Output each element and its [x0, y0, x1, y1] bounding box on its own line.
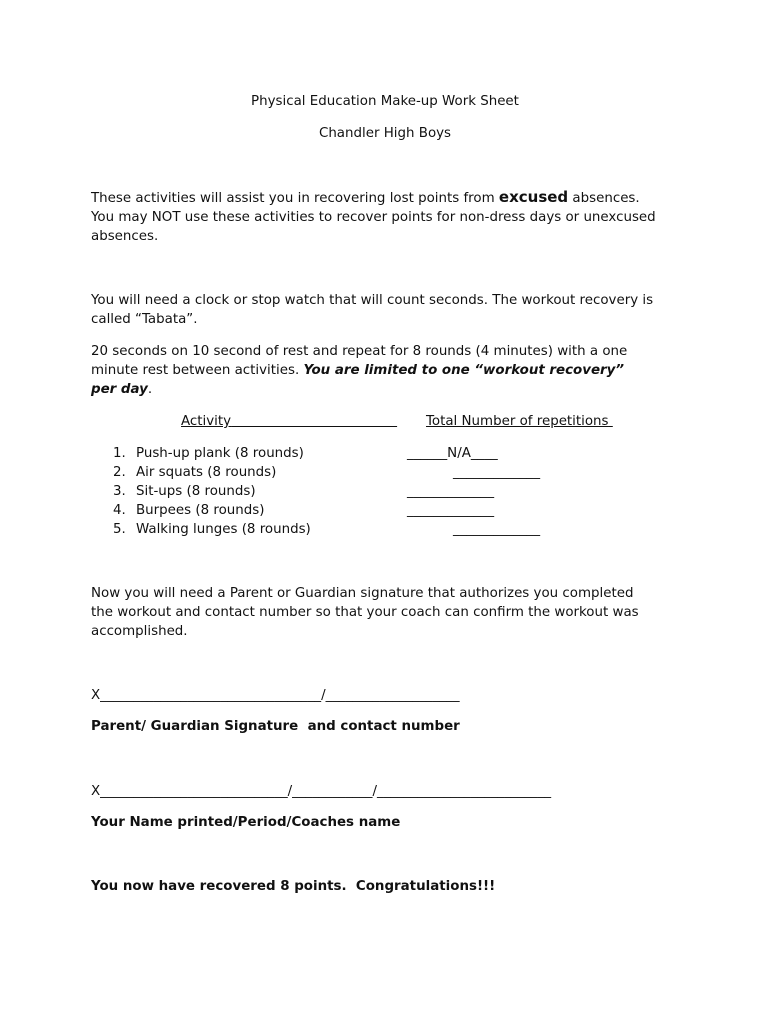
- limit-emphasis: You are limited to one “workout recovery”: [303, 363, 625, 378]
- activity-name: Sit-ups (8 rounds): [136, 484, 256, 499]
- guardian-line-1: Now you will need a Parent or Guardian signature that authorizes you completed: [91, 586, 634, 601]
- tabata-line-3: [91, 380, 691, 399]
- activity-column-header: [181, 412, 421, 431]
- clock-line-2: called “Tabata”.: [91, 312, 198, 327]
- intro-line-3: absences.: [91, 229, 159, 244]
- list-item: [0, 501, 770, 520]
- student-signature-field[interactable]: X____________________________/____________/__________________________: [91, 784, 552, 799]
- intro-line-1-end: absences.: [568, 191, 640, 206]
- activity-name: Air squats (8 rounds): [136, 465, 277, 480]
- reps-field[interactable]: _____________: [453, 465, 541, 480]
- list-number: 2.: [113, 465, 126, 480]
- intro-line-1-start: These activities will assist you in recovering lost points from: [91, 191, 499, 206]
- reps-field[interactable]: _____________: [407, 484, 495, 499]
- list-number: 1.: [113, 446, 126, 461]
- tabata-line-2: [91, 361, 691, 380]
- page-title: Physical Education Make-up Work Sheet: [251, 94, 519, 109]
- tabata-paragraph: [91, 342, 691, 399]
- guardian-line-2: the workout and contact number so that your coach can confirm the workout was: [91, 605, 639, 620]
- list-number: 3.: [113, 484, 126, 499]
- activity-name: Push-up plank (8 rounds): [136, 446, 304, 461]
- total-column-header: [426, 412, 613, 431]
- tabata-line-3-end: .: [147, 382, 153, 397]
- intro-line-1: [91, 188, 691, 208]
- guardian-paragraph: [91, 584, 691, 641]
- list-item: [0, 482, 770, 501]
- closing-message: You now have recovered 8 points. Congratulations!!!: [91, 879, 496, 894]
- excused-emphasis: excused: [498, 188, 569, 206]
- list-item: [0, 444, 770, 463]
- list-item: [0, 520, 770, 539]
- tabata-line-1: 20 seconds on 10 second of rest and repeat for 8 rounds (4 minutes) with a one: [91, 344, 628, 359]
- total-header-underline-fill: [609, 414, 613, 429]
- total-header-text: Total Number of repetitions: [426, 414, 609, 429]
- guardian-signature-field[interactable]: X_________________________________/____________________: [91, 688, 460, 703]
- reps-field[interactable]: _____________: [453, 522, 541, 537]
- page-subtitle: Chandler High Boys: [318, 126, 452, 141]
- guardian-signature-label: Parent/ Guardian Signature and contact number: [91, 719, 460, 734]
- activity-header-text: Activity: [181, 414, 232, 429]
- intro-line-2: You may NOT use these activities to recover points for non-dress days or unexcused: [91, 210, 656, 225]
- reps-field[interactable]: ______N/A____: [407, 446, 498, 461]
- activity-name: Walking lunges (8 rounds): [136, 522, 311, 537]
- activity-header-underline-fill: [231, 414, 397, 429]
- list-number: 4.: [113, 503, 126, 518]
- student-signature-label: Your Name printed/Period/Coaches name: [91, 815, 401, 830]
- intro-paragraph: [91, 188, 691, 246]
- clock-paragraph: [91, 291, 691, 329]
- reps-field[interactable]: _____________: [407, 503, 495, 518]
- list-item: [0, 463, 770, 482]
- clock-line-1: You will need a clock or stop watch that will count seconds. The workout recovery is: [91, 293, 654, 308]
- list-number: 5.: [113, 522, 126, 537]
- activity-name: Burpees (8 rounds): [136, 503, 265, 518]
- tabata-line-2-plain: minute rest between activities.: [91, 363, 304, 378]
- per-day-emphasis: per day: [91, 382, 148, 397]
- guardian-line-3: accomplished.: [91, 624, 188, 639]
